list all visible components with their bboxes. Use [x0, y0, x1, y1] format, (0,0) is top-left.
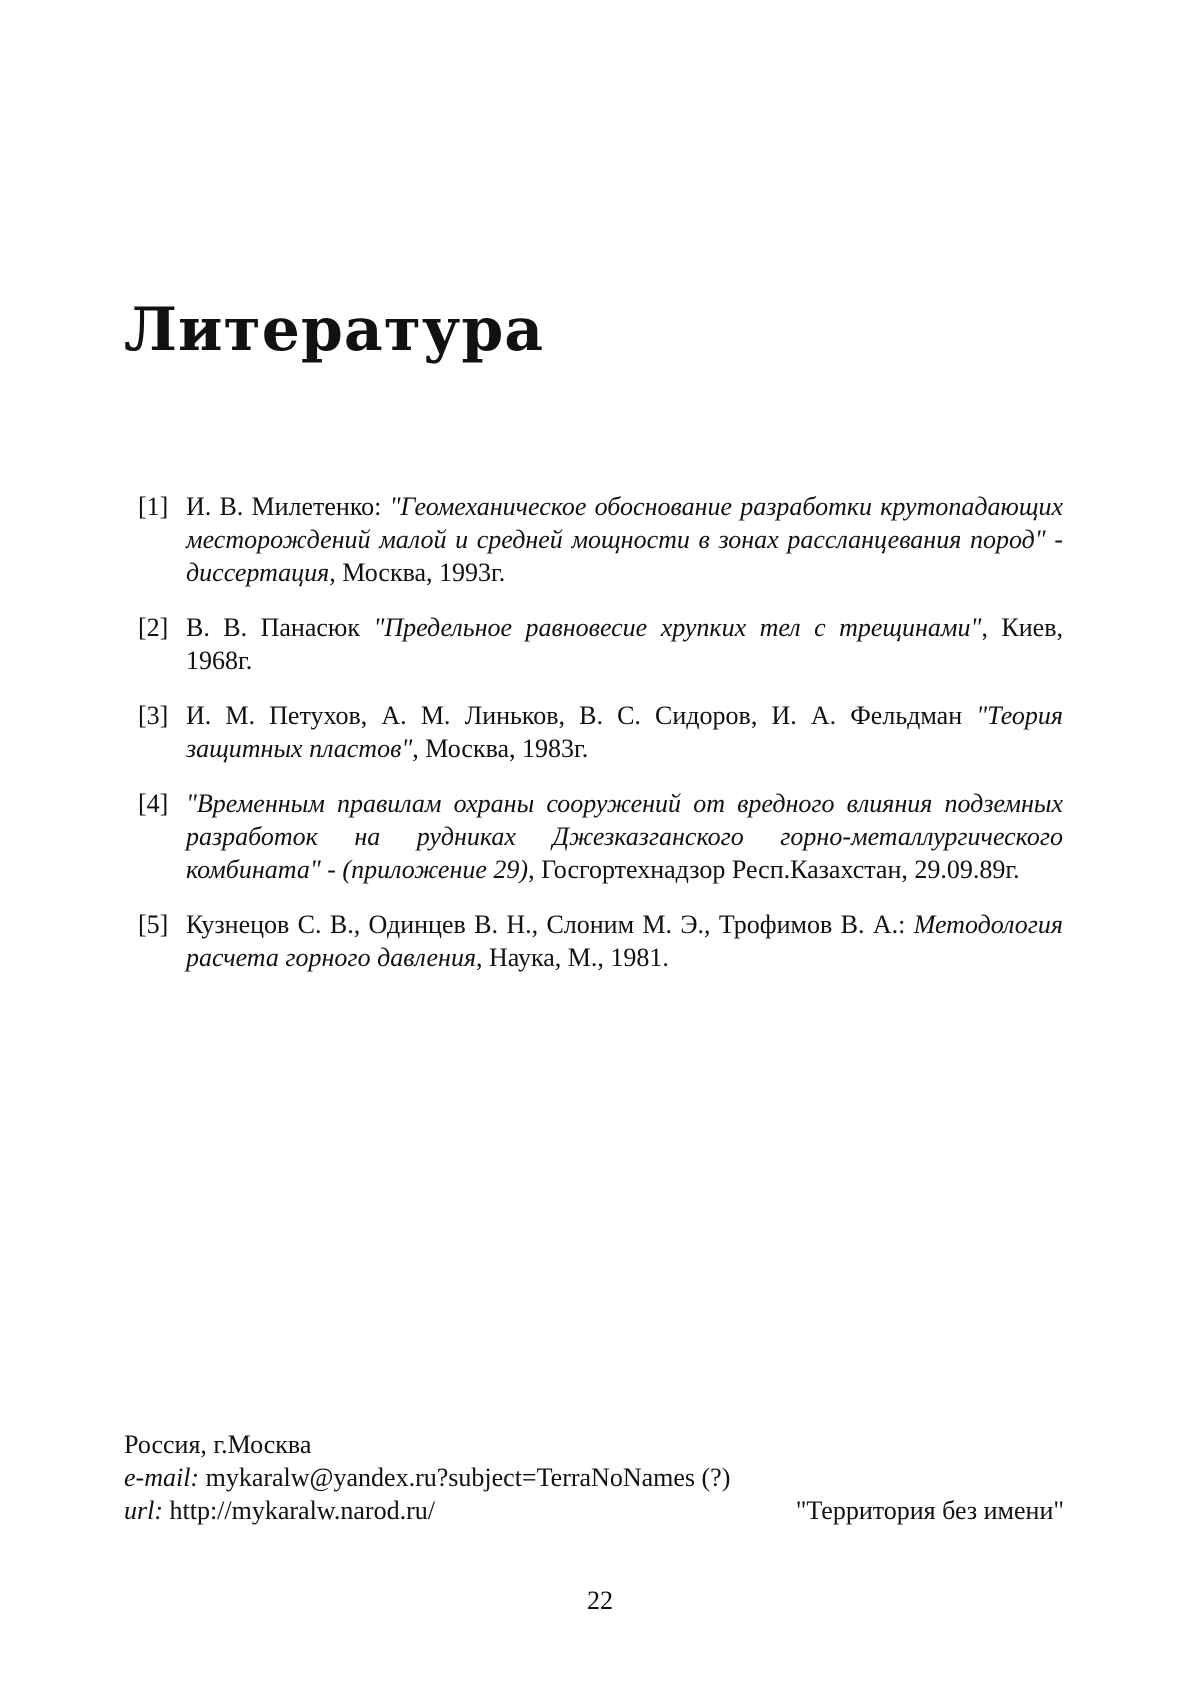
reference-item-2 [138, 611, 1063, 677]
footer [124, 1428, 1064, 1527]
footer-territory: "Территория без имени" [795, 1496, 1064, 1525]
reference-work-title: Методология расчета горного давления [186, 910, 1063, 972]
reference-publication: , Москва, 1993г. [329, 558, 506, 587]
reference-list [138, 490, 1063, 996]
page-number: 22 [587, 1586, 613, 1615]
reference-authors: И. В. Милетенко: [186, 492, 390, 521]
reference-publication: , Наука, М., 1981. [476, 943, 669, 972]
reference-item-1 [138, 490, 1063, 589]
reference-authors: В. В. Панасюк [186, 613, 374, 642]
reference-publication: , Москва, 1983г. [412, 734, 589, 763]
reference-item-3 [138, 699, 1063, 765]
reference-number: [4] [138, 789, 169, 818]
reference-work-title: "Геомеханическое обоснование разработки крутопадающих месторождений малой и средней мощности в зонах рассланцевания пород" - диссертация [186, 492, 1063, 587]
reference-publication: , Киев, 1968г. [186, 613, 1063, 675]
footer-location: Россия, г.Москва [124, 1430, 312, 1459]
url-label: url: [124, 1496, 163, 1525]
page-title: Литература [124, 295, 545, 365]
reference-work-title: "Предельное равновесие хрупких тел с трещинами" [373, 613, 982, 642]
reference-work-title: "Теория защитных пластов" [186, 701, 1063, 763]
reference-item-4 [138, 787, 1063, 886]
email-label: e-mail: [124, 1463, 200, 1492]
reference-work-title: "Временным правилам охраны сооружений от вредного влияния подземных разработок на рудниках Джезказганского горно-металлургического комбината" - (приложение 29) [186, 789, 1063, 884]
reference-number: [2] [138, 613, 169, 642]
footer-email [124, 1461, 1064, 1494]
reference-number: [1] [138, 492, 169, 521]
reference-number: [5] [138, 910, 169, 939]
reference-publication: , Госгортехнадзор Респ.Казахстан, 29.09.89г. [528, 855, 1020, 884]
reference-authors: Кузнецов С. В., Одинцев В. Н., Слоним М. Э., Трофимов В. А.: [186, 910, 914, 939]
reference-authors: И. М. Петухов, А. М. Линьков, В. С. Сидоров, И. А. Фельдман [186, 701, 977, 730]
reference-item-5 [138, 908, 1063, 974]
email-link[interactable]: mykaralw@yandex.ru?subject=TerraNoNames (?) [199, 1463, 731, 1492]
footer-url-row [124, 1494, 1064, 1527]
footer-url [124, 1494, 435, 1527]
reference-number: [3] [138, 701, 169, 730]
url-link[interactable]: http://mykaralw.narod.ru/ [163, 1496, 435, 1525]
